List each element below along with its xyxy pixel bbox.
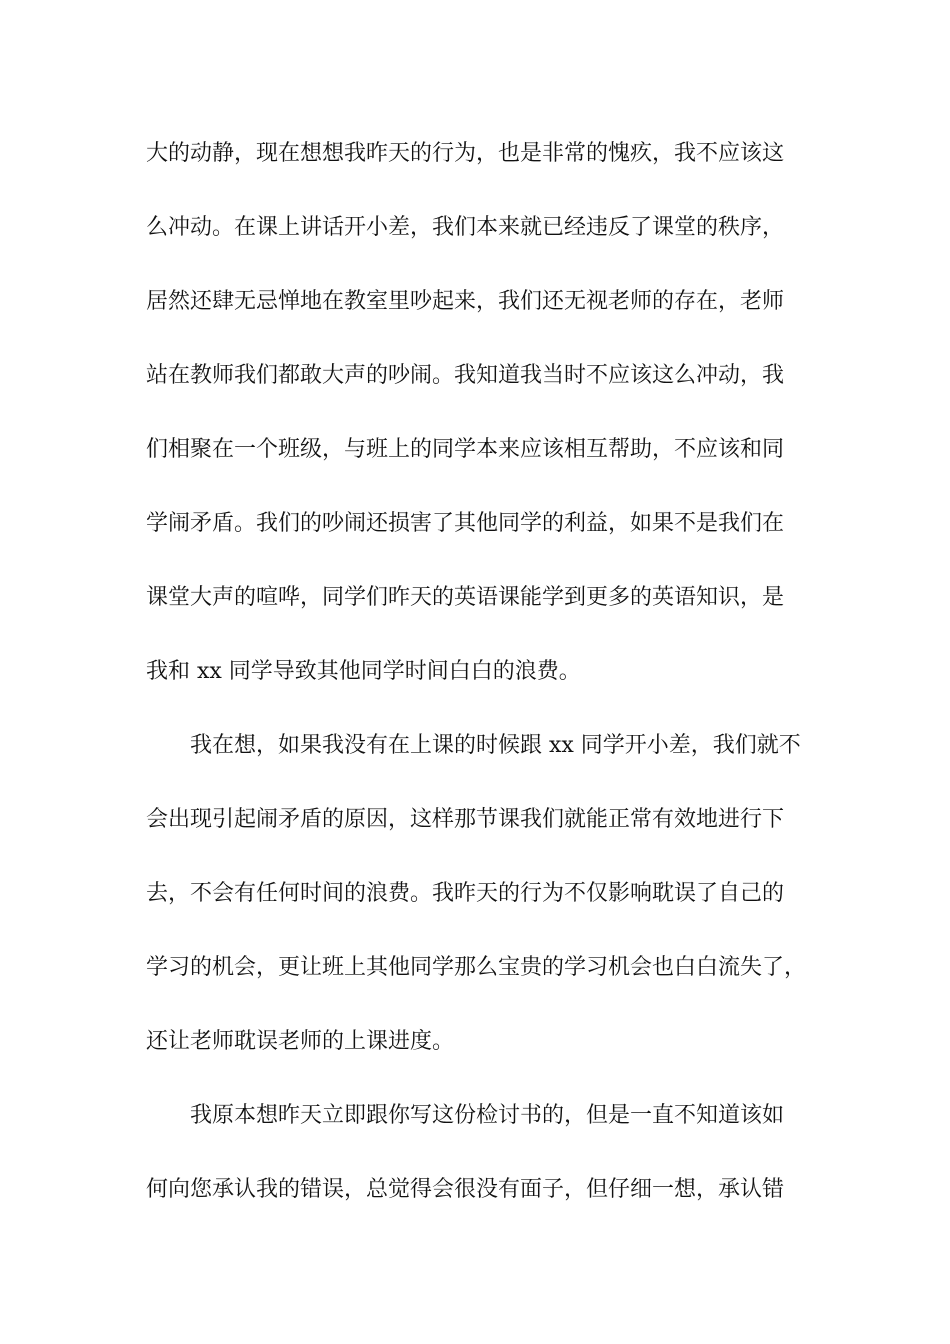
paragraph-2-line-5: 还让老师耽误老师的上课进度。 [146, 1029, 455, 1054]
paragraph-2-line-4: 学习的机会，更让班上其他同学那么宝贵的学习机会也白白流失了， [146, 955, 807, 980]
paragraph-2-line-2: 会出现引起闹矛盾的原因，这样那节课我们就能正常有效地进行下 [146, 807, 785, 832]
paragraph-1-line-8: 我和 xx 同学导致其他同学时间白白的浪费。 [146, 659, 581, 684]
paragraph-1-line-5: 们相聚在一个班级，与班上的同学本来应该相互帮助，不应该和同 [146, 437, 785, 462]
document-body [146, 128, 826, 1238]
paragraph-2-line-3: 去，不会有任何时间的浪费。我昨天的行为不仅影响耽误了自己的 [146, 881, 785, 906]
paragraph-3-line-1: 我原本想昨天立即跟你写这份检讨书的，但是一直不知道该如 [190, 1103, 785, 1128]
paragraph-1-line-2: 么冲动。在课上讲话开小差，我们本来就已经违反了课堂的秩序， [146, 215, 785, 240]
paragraph-1-line-7: 课堂大声的喧哗，同学们昨天的英语课能学到更多的英语知识，是 [146, 585, 785, 610]
paragraph-1-line-3: 居然还肆无忌惮地在教室里吵起来，我们还无视老师的存在，老师 [146, 289, 785, 314]
paragraph-1-line-6: 学闹矛盾。我们的吵闹还损害了其他同学的利益，如果不是我们在 [146, 511, 785, 536]
paragraph-1-line-1: 大的动静，现在想想我昨天的行为，也是非常的愧疚，我不应该这 [146, 141, 785, 166]
paragraph-3-line-2: 何向您承认我的错误，总觉得会很没有面子，但仔细一想，承认错 [146, 1177, 785, 1202]
paragraph-2-line-1: 我在想，如果我没有在上课的时候跟 xx 同学开小差，我们就不 [190, 733, 801, 758]
paragraph-1-line-4: 站在教师我们都敢大声的吵闹。我知道我当时不应该这么冲动，我 [146, 363, 785, 388]
